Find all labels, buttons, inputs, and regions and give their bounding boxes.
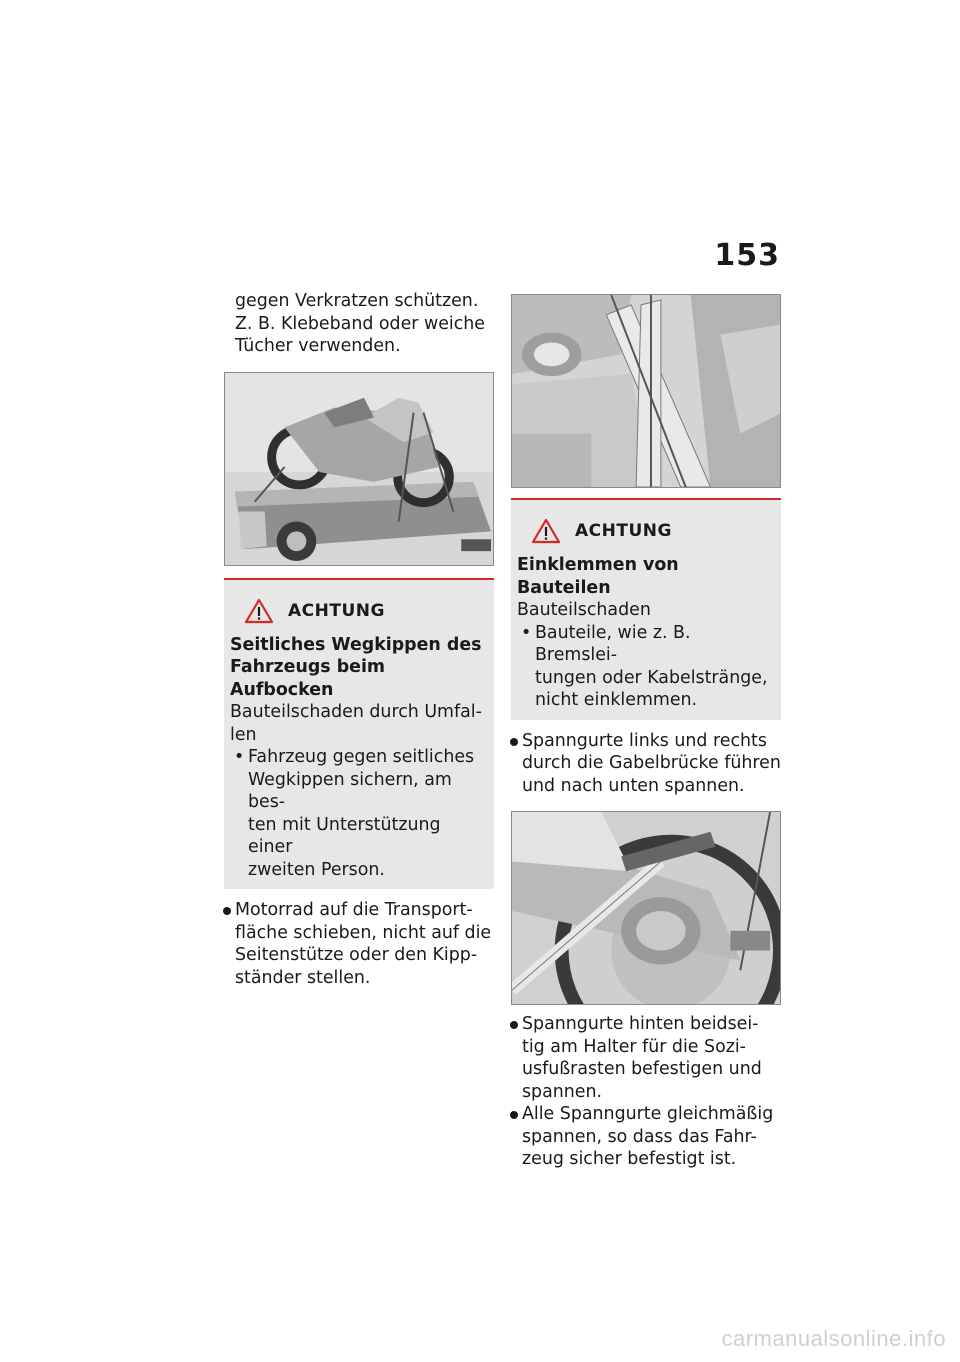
text-line: ten mit Unterstützung einer	[248, 814, 441, 857]
text-line: Seitliches Wegkippen des	[230, 634, 482, 655]
text-line: fläche schieben, nicht auf die	[235, 922, 492, 943]
text-line: und nach unten spannen.	[522, 775, 745, 796]
text-line: Tücher verwenden.	[235, 336, 401, 356]
text-line: zweiten Person.	[248, 859, 385, 880]
step-tension-straps	[511, 1103, 781, 1171]
text-line: Alle Spanngurte gleichmäßig	[522, 1104, 774, 1124]
text-line: nicht einklemmen.	[535, 690, 698, 710]
step-rear-straps	[511, 1013, 781, 1103]
text-line: ständer stellen.	[235, 967, 371, 988]
text-line: Motorrad auf die Transport-	[235, 900, 473, 920]
step-bullet-icon	[510, 738, 518, 746]
text-line: spannen.	[522, 1081, 603, 1102]
warning-box-pinching	[511, 498, 781, 720]
right-column	[511, 290, 781, 1171]
text-line: tungen oder Kabelstränge,	[535, 667, 768, 688]
warning-subject	[230, 634, 488, 702]
text-line: Seitenstütze oder den Kipp-	[235, 945, 478, 965]
step-bullet-icon	[223, 907, 231, 915]
text-line: durch die Gabelbrücke führen	[522, 753, 781, 773]
warning-header	[244, 598, 488, 624]
step-bullet-icon	[510, 1111, 518, 1119]
step-bullet-icon	[510, 1021, 518, 1029]
text-line: tig am Halter für die Sozi-	[522, 1036, 746, 1057]
text-line: Spanngurte hinten beidsei-	[522, 1014, 759, 1034]
left-column	[224, 290, 494, 989]
warning-triangle-icon	[244, 598, 274, 624]
text-line: Einklemmen von Bauteilen	[517, 555, 679, 598]
warning-consequence	[230, 701, 488, 746]
warning-consequence	[517, 599, 775, 622]
text-line: Spanngurte links und rechts	[522, 730, 767, 751]
text-line: zeug sicher befestigt ist.	[522, 1149, 737, 1169]
text-line: Z. B. Klebeband oder weiche	[235, 313, 486, 334]
warning-bullet	[517, 622, 775, 712]
text-line: usfußrasten befestigen und	[522, 1059, 762, 1079]
text-line: Bauteile, wie z. B. Bremslei-	[535, 622, 691, 665]
text-line: len	[230, 724, 257, 745]
warning-title: ACHTUNG	[288, 600, 385, 621]
text-line: gegen Verkratzen schützen.	[235, 291, 479, 311]
warning-header	[531, 518, 775, 544]
text-line: spannen, so dass das Fahr-	[522, 1126, 757, 1147]
page-number: 153	[714, 238, 780, 273]
text-line: Bauteilschaden	[517, 600, 651, 620]
text-line: Fahrzeug gegen seitliches	[248, 747, 475, 767]
figure-fork-straps	[511, 294, 781, 488]
text-line: Fahrzeugs beim Aufbocken	[230, 657, 386, 700]
text-line: Wegkippen sichern, am bes-	[248, 769, 452, 812]
figure-rear-straps	[511, 811, 781, 1005]
warning-subject	[517, 554, 775, 599]
text-line: Bauteilschaden durch Umfal-	[230, 702, 482, 722]
intro-text	[224, 290, 494, 358]
step-fork-straps	[511, 730, 781, 798]
warning-title: ACHTUNG	[575, 521, 672, 541]
bullet-mark: •	[521, 622, 532, 643]
step-push-motorcycle	[224, 899, 494, 989]
warning-bullet	[230, 746, 488, 881]
warning-box-tipping	[224, 578, 494, 890]
warning-triangle-icon	[531, 518, 561, 544]
bullet-mark: •	[234, 747, 245, 767]
watermark: carmanualsonline.info	[721, 1326, 946, 1351]
figure-motorcycle-on-trailer	[224, 372, 494, 566]
